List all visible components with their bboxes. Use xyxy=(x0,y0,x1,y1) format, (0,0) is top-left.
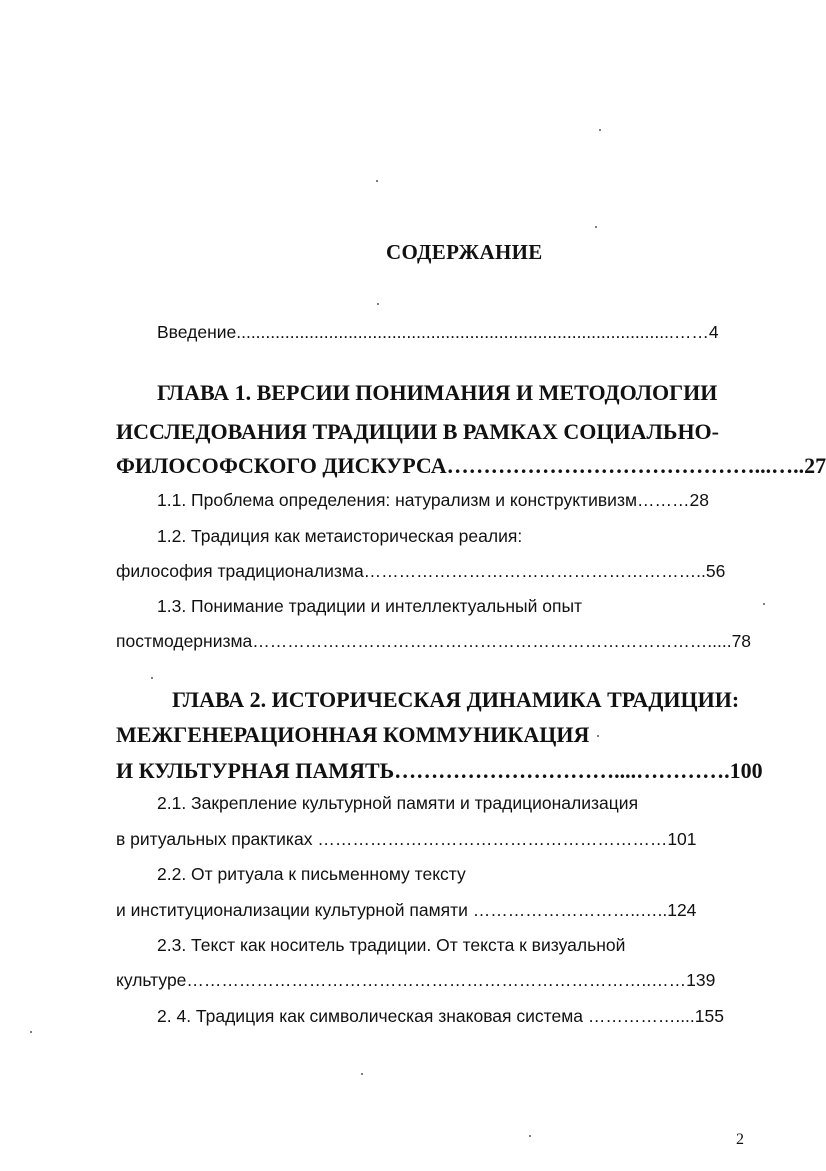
scan-speck xyxy=(151,677,153,679)
scan-speck xyxy=(377,303,379,305)
chapter-1-heading-line-2[interactable]: ИССЛЕДОВАНИЯ ТРАДИЦИИ В РАМКАХ СОЦИАЛЬНО- xyxy=(116,419,719,444)
toc-entry-2-3-line-1[interactable]: 2.3. Текст как носитель традиции. От текста к визуальной xyxy=(157,935,626,955)
toc-entry-2-4[interactable]: 2. 4. Традиция как символическая знаковая система ……………....155 xyxy=(157,1006,724,1026)
toc-entry-2-1-line-2[interactable]: в ритуальных практиках ……………………………………………………101 xyxy=(116,829,697,849)
toc-entry-2-2-line-1[interactable]: 2.2. От ритуала к письменному тексту xyxy=(157,864,466,884)
toc-entry-2-1-line-1[interactable]: 2.1. Закрепление культурной памяти и традиционализация xyxy=(157,793,639,813)
chapter-2-heading-line-2[interactable]: МЕЖГЕНЕРАЦИОННАЯ КОММУНИКАЦИЯ xyxy=(116,722,590,747)
scan-speck xyxy=(597,735,599,737)
chapter-1-heading-line-1[interactable]: ГЛАВА 1. ВЕРСИИ ПОНИМАНИЯ И МЕТОДОЛОГИИ xyxy=(157,380,718,405)
scan-speck xyxy=(376,180,378,182)
scan-speck xyxy=(361,1073,363,1075)
toc-entry-1-1[interactable]: 1.1. Проблема определения: натурализм и конструктивизм………28 xyxy=(157,490,709,510)
toc-entry-1-3-line-2[interactable]: постмодернизма…………………………………………………………………….....78 xyxy=(116,631,752,651)
toc-title: СОДЕРЖАНИЕ xyxy=(386,240,543,264)
toc-entry-introduction[interactable]: Введение..........................................................................................……4 xyxy=(157,322,719,342)
scan-speck xyxy=(30,1031,32,1033)
scan-speck xyxy=(595,226,597,228)
chapter-1-heading-line-3[interactable]: ФИЛОСОФСКОГО ДИСКУРСА……………………………………...…..27 xyxy=(116,453,826,478)
scan-speck xyxy=(763,603,765,605)
toc-entry-2-3-line-2[interactable]: культуре……………………………………………………………………..……139 xyxy=(116,970,716,990)
chapter-2-heading-line-1[interactable]: ГЛАВА 2. ИСТОРИЧЕСКАЯ ДИНАМИКА ТРАДИЦИИ: xyxy=(172,687,740,712)
chapter-2-heading-line-3[interactable]: И КУЛЬТУРНАЯ ПАМЯТЬ…………………………....………….100 xyxy=(116,758,763,783)
toc-entry-1-3-line-1[interactable]: 1.3. Понимание традиции и интеллектуальный опыт xyxy=(157,596,583,616)
page-number: 2 xyxy=(736,1131,744,1148)
scan-speck xyxy=(599,129,601,131)
scan-speck xyxy=(529,1135,531,1137)
toc-entry-1-2-line-1[interactable]: 1.2. Традиция как метаисторическая реалия: xyxy=(157,526,523,546)
toc-entry-1-2-line-2[interactable]: философия традиционализма…………………………………………………..56 xyxy=(116,561,726,581)
toc-entry-2-2-line-2[interactable]: и институционализации культурной памяти ………………………..…..124 xyxy=(116,900,697,920)
